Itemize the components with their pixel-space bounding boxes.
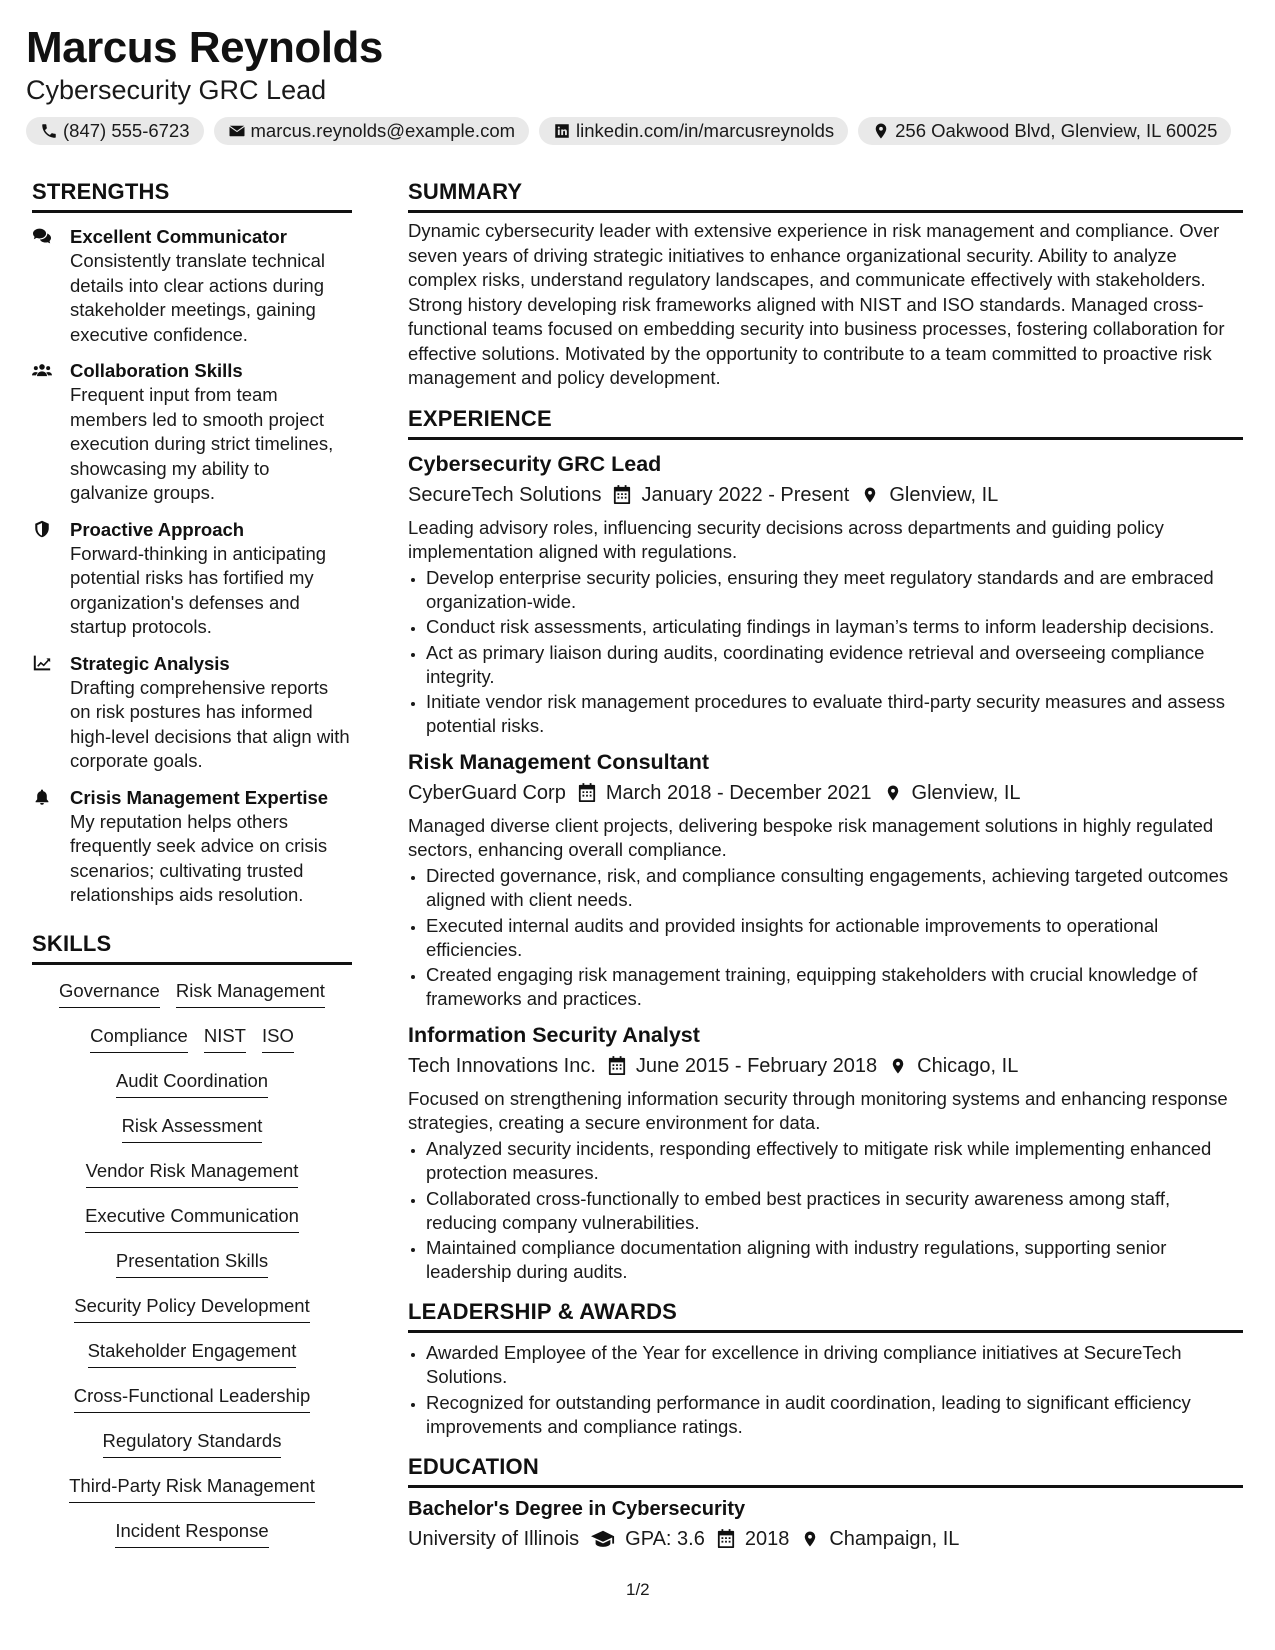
- strength-title: Proactive Approach: [70, 518, 245, 540]
- comments-icon: [32, 227, 52, 245]
- job-dates: March 2018 - December 2021: [605, 782, 872, 804]
- job-bullets: [408, 1137, 1243, 1284]
- education-gpa: GPA: 3.6: [625, 1527, 705, 1550]
- job-title: Cybersecurity GRC Lead: [408, 451, 662, 476]
- strength-desc: Drafting comprehensive reports on risk postures has informed high-level decisions that align with corporate goals.: [70, 676, 350, 771]
- skill-tag: Presentation Skills: [116, 1249, 268, 1278]
- bullet-item: • Initiate vendor risk management procedures to evaluate third-party security measures and assess potential risks.: [426, 690, 1243, 738]
- map-pin-icon: [889, 1056, 907, 1076]
- shield-icon: [32, 520, 52, 538]
- contact-phone-text: (847) 555-6723: [63, 120, 190, 141]
- skills-heading: SKILLS: [32, 930, 352, 965]
- summary-text: Dynamic cybersecurity leader with extensive experience in risk management and compliance. Over seven years of driving strategic initiatives to enhance organizational security. Ability to analyze complex risks, understand regulatory landscapes, and communicate effectively with stakeholders. Strong history developing risk frameworks aligned with NIST and ISO standards. Managed cross-functional teams focused on embedding security into business processes, fostering collaboration for effective solutions. Motivated by the opportunity to contribute to a team committed to proactive risk management and policy development.: [408, 220, 1225, 388]
- bullet-item: • Analyzed security incidents, responding effectively to mitigate risk while implementing enhanced protection measures.: [426, 1137, 1243, 1185]
- job-entry: [408, 748, 1243, 1011]
- chart-line-icon: [32, 654, 52, 672]
- bullet-item: • Executed internal audits and provided insights for actionable improvements to operational efficiencies.: [426, 914, 1243, 962]
- strength-desc: Forward-thinking in anticipating potential risks has fortified my organization's defenses and startup protocols.: [70, 542, 327, 637]
- bell-icon: [32, 788, 52, 806]
- map-pin-icon: [884, 783, 902, 803]
- job-title: Risk Management Consultant: [408, 750, 710, 774]
- page-number: 1/2: [626, 1580, 650, 1599]
- strength-desc: Consistently translate technical details into clear actions during stakeholder meetings, gaining executive confidence.: [70, 250, 326, 345]
- skill-tag: Regulatory Standards: [103, 1429, 282, 1458]
- strength-title: Collaboration Skills: [70, 360, 243, 381]
- calendar-icon: [613, 485, 631, 505]
- bullet-item: • Act as primary liaison during audits, coordinating evidence retrieval and overseeing compliance integrity.: [426, 641, 1243, 689]
- job-description: Managed diverse client projects, delivering bespoke risk management solutions in highly regulated sectors, enhancing overall compliance.: [408, 815, 1214, 860]
- bullet-item: • Awarded Employee of the Year for excellence in driving compliance initiatives at SecureTech Solutions.: [426, 1341, 1243, 1389]
- skill-tag: Risk Management: [176, 979, 325, 1008]
- job-bullets: [408, 566, 1243, 739]
- skill-tag: Governance: [59, 979, 160, 1008]
- resume-header: [26, 22, 1246, 145]
- skill-tag: Stakeholder Engagement: [88, 1339, 297, 1368]
- bullet-item: • Conduct risk assessments, articulating findings in layman’s terms to inform leadership decisions.: [426, 615, 1243, 639]
- job-location: Chicago, IL: [917, 1055, 1019, 1077]
- job-entry: [408, 1021, 1243, 1284]
- strength-desc: Frequent input from team members led to smooth project execution during strict timelines, showcasing my ability to galvanize groups.: [70, 384, 334, 503]
- right-column: [408, 178, 1243, 1554]
- bullet-item: • Created engaging risk management training, equipping stakeholders with crucial knowledge of frameworks and practices.: [426, 963, 1243, 1011]
- calendar-icon: [608, 1056, 626, 1076]
- skill-tag: ISO: [262, 1024, 294, 1053]
- strength-item: [32, 359, 352, 506]
- bullet-item: • Maintained compliance documentation aligning with industry regulations, supporting senior leadership during audits.: [426, 1236, 1243, 1284]
- strengths-heading: STRENGTHS: [32, 178, 352, 213]
- strength-title: Excellent Communicator: [70, 226, 287, 247]
- school-name: University of Illinois: [408, 1527, 580, 1550]
- graduation-cap-icon: [591, 1529, 615, 1549]
- summary-heading: SUMMARY: [408, 178, 1243, 213]
- strength-item: [32, 518, 352, 640]
- job-entry: [408, 450, 1243, 739]
- candidate-name: Marcus Reynolds: [26, 23, 383, 72]
- skill-tag: Security Policy Development: [74, 1294, 309, 1323]
- strength-item: [32, 225, 352, 347]
- strength-item: [32, 786, 352, 908]
- linkedin-icon: [553, 122, 571, 140]
- skill-tag: Executive Communication: [85, 1204, 299, 1233]
- contact-phone[interactable]: [26, 117, 204, 145]
- education-location: Champaign, IL: [829, 1527, 960, 1550]
- education-heading: EDUCATION: [408, 1453, 1243, 1488]
- job-description: Focused on strengthening information security through monitoring systems and enhancing response strategies, creating a secure environment for data.: [408, 1088, 1228, 1133]
- map-pin-icon: [801, 1529, 819, 1549]
- left-column: [32, 178, 352, 1564]
- job-company: Tech Innovations Inc.: [408, 1055, 596, 1077]
- skill-tag: Risk Assessment: [122, 1114, 263, 1143]
- users-icon: [32, 361, 52, 379]
- strength-item: [32, 652, 352, 774]
- degree-title: Bachelor's Degree in Cybersecurity: [408, 1497, 746, 1520]
- skill-tag: Vendor Risk Management: [86, 1159, 299, 1188]
- bullet-item: • Collaborated cross-functionally to embed best practices in security awareness among staff, reducing company vulnerabilities.: [426, 1187, 1243, 1235]
- contact-linkedin-text: linkedin.com/in/marcusreynolds: [576, 120, 835, 141]
- strength-title: Crisis Management Expertise: [70, 786, 329, 808]
- strength-desc: My reputation helps others frequently seek advice on crisis scenarios; cultivating trusted relationships aids resolution.: [70, 810, 328, 905]
- job-title: Information Security Analyst: [408, 1023, 700, 1047]
- contact-address: [858, 117, 1231, 145]
- leadership-bullets: [408, 1341, 1243, 1439]
- skills-list: [32, 979, 352, 1564]
- envelope-icon: [228, 122, 246, 140]
- bullet-item: • Develop enterprise security policies, ensuring they meet regulatory standards and are embraced organization-wide.: [426, 566, 1243, 614]
- job-dates: June 2015 - February 2018: [635, 1055, 878, 1077]
- phone-icon: [40, 122, 58, 140]
- bullet-item: • Directed governance, risk, and compliance consulting engagements, achieving targeted outcomes aligned with client needs.: [426, 864, 1243, 912]
- job-location: Glenview, IL: [889, 483, 999, 506]
- strength-title: Strategic Analysis: [70, 652, 230, 674]
- job-location: Glenview, IL: [911, 782, 1021, 804]
- calendar-icon: [578, 783, 596, 803]
- contact-email-text: marcus.reynolds@example.com: [250, 120, 516, 141]
- job-dates: January 2022 - Present: [641, 483, 850, 506]
- leadership-heading: LEADERSHIP & AWARDS: [408, 1298, 1243, 1333]
- calendar-icon: [717, 1529, 735, 1549]
- contact-email[interactable]: [214, 117, 530, 145]
- skill-tag: Third-Party Risk Management: [69, 1474, 315, 1503]
- skill-tag: Cross-Functional Leadership: [74, 1384, 311, 1413]
- job-company: CyberGuard Corp: [408, 782, 566, 804]
- skill-tag: Incident Response: [115, 1519, 268, 1548]
- candidate-title: Cybersecurity GRC Lead: [26, 75, 327, 105]
- job-company: SecureTech Solutions: [408, 483, 602, 506]
- map-pin-icon: [872, 122, 890, 140]
- skill-tag: Compliance: [90, 1024, 188, 1053]
- skill-tag: Audit Coordination: [116, 1069, 268, 1098]
- contact-address-text: 256 Oakwood Blvd, Glenview, IL 60025: [895, 120, 1218, 141]
- contact-bar: [26, 117, 1246, 145]
- contact-linkedin[interactable]: [539, 117, 848, 145]
- experience-heading: EXPERIENCE: [408, 405, 1243, 440]
- bullet-item: • Recognized for outstanding performance in audit coordination, leading to significant efficiency improvements and compliance ratings.: [426, 1391, 1243, 1439]
- job-bullets: [408, 864, 1243, 1011]
- education-year: 2018: [744, 1527, 790, 1550]
- job-description: Leading advisory roles, influencing security decisions across departments and guiding policy implementation aligned with regulations.: [408, 516, 1164, 562]
- education-meta: [408, 1524, 1243, 1554]
- map-pin-icon: [861, 485, 879, 505]
- skill-tag: NIST: [204, 1024, 246, 1053]
